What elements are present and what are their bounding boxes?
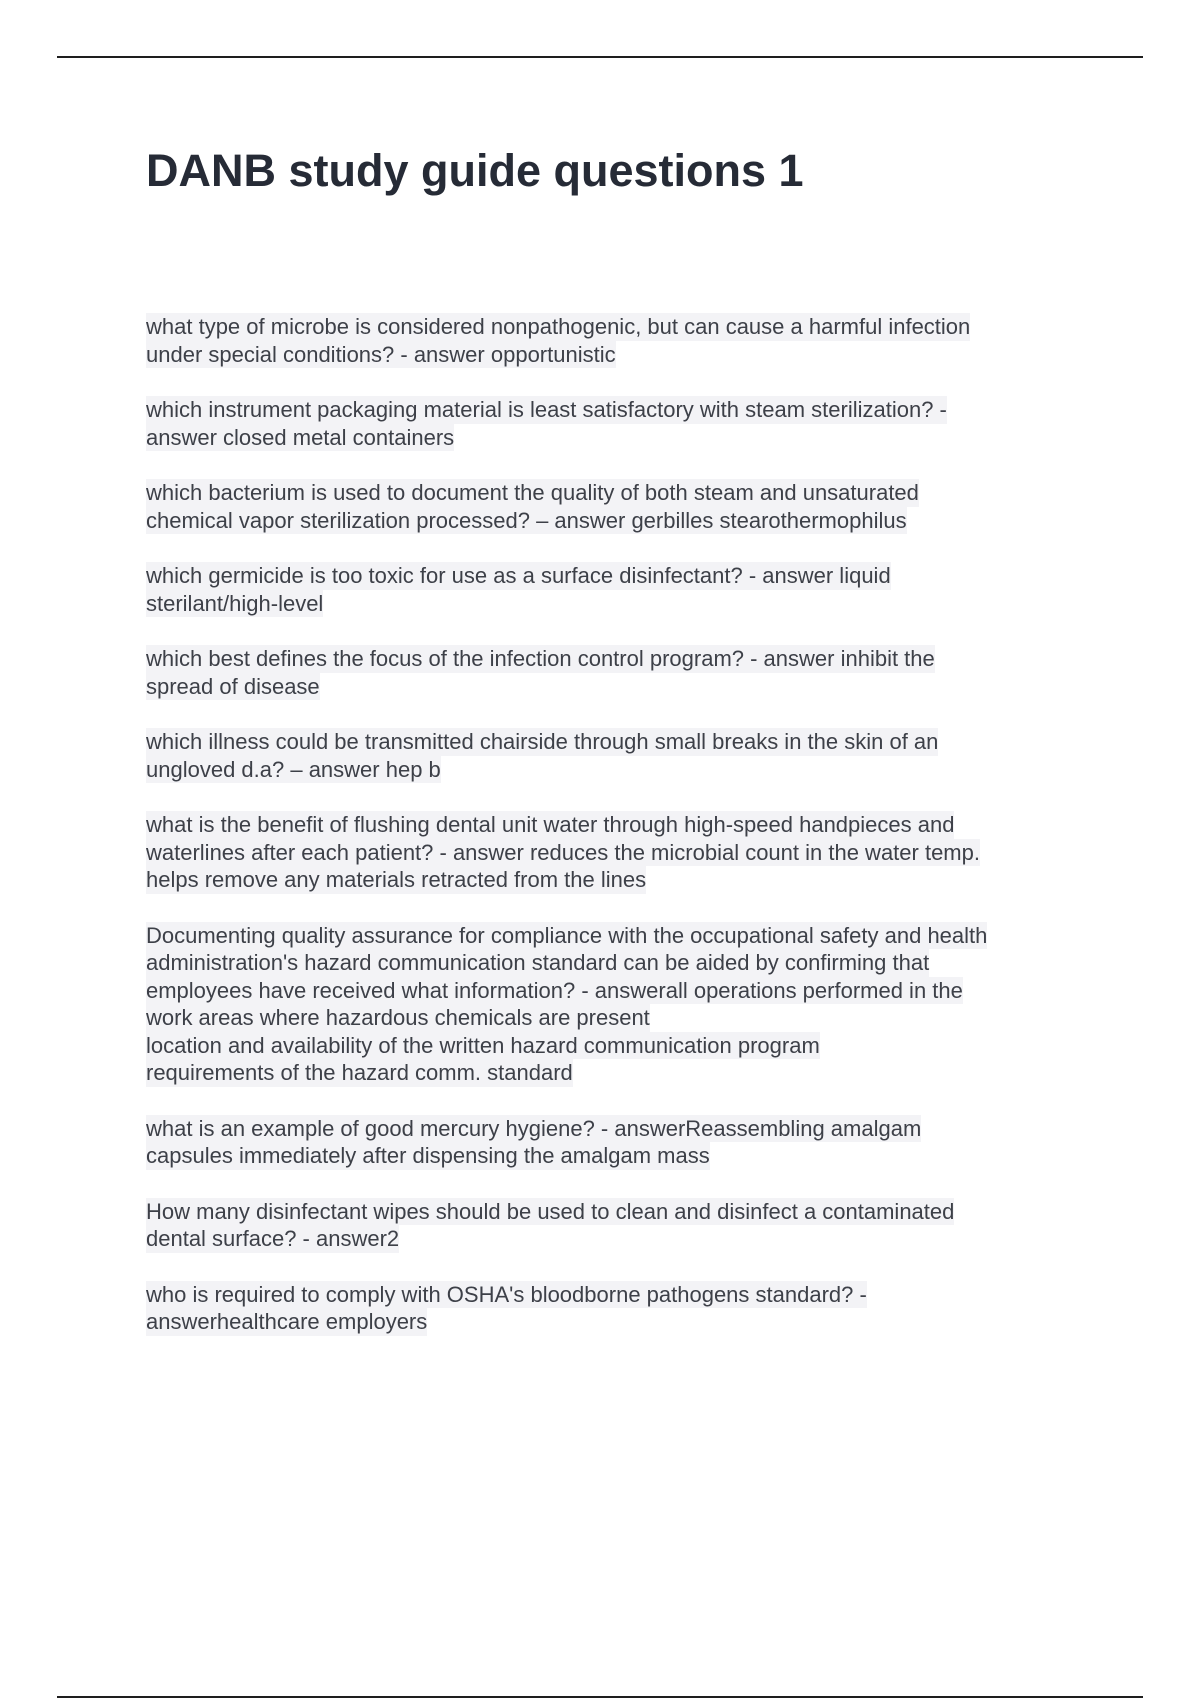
document-title: DANB study guide questions 1 bbox=[146, 145, 804, 196]
qa-line: under special conditions? - answer opportunistic bbox=[146, 341, 616, 367]
qa-line: what is the benefit of flushing dental unit water through high-speed handpieces and bbox=[146, 812, 955, 837]
qa-line: ungloved d.a? – answer hep b bbox=[146, 756, 441, 782]
qa-line: dental surface? - answer2 bbox=[146, 1226, 400, 1251]
qa-line: location and availability of the written hazard communication program bbox=[146, 1032, 820, 1058]
bottom-divider bbox=[57, 1696, 1143, 1698]
qa-line: which bacterium is used to document the quality of both steam and unsaturated bbox=[146, 480, 919, 505]
qa-line: which germicide is too toxic for use as a surface disinfectant? - answer liquid bbox=[146, 563, 891, 588]
qa-line: answer closed metal containers bbox=[146, 424, 455, 450]
qa-item-8 bbox=[146, 922, 1076, 1087]
qa-item-7 bbox=[146, 811, 1076, 894]
qa-line: waterlines after each patient? - answer reduces the microbial count in the water temp. bbox=[146, 839, 980, 865]
qa-line: helps remove any materials retracted from the lines bbox=[146, 867, 647, 892]
qa-item-9 bbox=[146, 1115, 1076, 1170]
qa-item-2 bbox=[146, 396, 1076, 451]
qa-item-11 bbox=[146, 1281, 1076, 1336]
qa-line: spread of disease bbox=[146, 673, 320, 699]
qa-item-6 bbox=[146, 728, 1076, 783]
qa-line: capsules immediately after dispensing the amalgam mass bbox=[146, 1143, 710, 1168]
qa-item-1 bbox=[146, 313, 1076, 368]
qa-line: who is required to comply with OSHA's bloodborne pathogens standard? - bbox=[146, 1281, 867, 1307]
qa-line: work areas where hazardous chemicals are present bbox=[146, 1005, 650, 1030]
qa-line: what is an example of good mercury hygiene? - answerReassembling amalgam bbox=[146, 1115, 922, 1141]
qa-line: requirements of the hazard comm. standard bbox=[146, 1060, 573, 1085]
qa-item-4 bbox=[146, 562, 1076, 617]
qa-line: what type of microbe is considered nonpathogenic, but can cause a harmful infection bbox=[146, 314, 971, 339]
qa-line: How many disinfectant wipes should be used to clean and disinfect a contaminated bbox=[146, 1198, 955, 1224]
qa-line: chemical vapor sterilization processed? – answer gerbilles stearothermophilus bbox=[146, 507, 907, 533]
qa-list bbox=[146, 313, 1076, 1364]
qa-line: which illness could be transmitted chairside through small breaks in the skin of an bbox=[146, 729, 939, 754]
qa-line: administration's hazard communication standard can be aided by confirming that bbox=[146, 950, 930, 975]
qa-line: which instrument packaging material is least satisfactory with steam sterilization? - bbox=[146, 397, 947, 422]
qa-item-5 bbox=[146, 645, 1076, 700]
qa-item-3 bbox=[146, 479, 1076, 534]
qa-item-10 bbox=[146, 1198, 1076, 1253]
qa-line: answerhealthcare employers bbox=[146, 1309, 428, 1334]
top-divider bbox=[57, 56, 1143, 58]
qa-line: which best defines the focus of the infection control program? - answer inhibit the bbox=[146, 646, 935, 671]
qa-line: Documenting quality assurance for compliance with the occupational safety and health bbox=[146, 922, 988, 948]
qa-line: sterilant/high-level bbox=[146, 590, 324, 616]
qa-line: employees have received what information? - answerall operations performed in the bbox=[146, 977, 963, 1003]
